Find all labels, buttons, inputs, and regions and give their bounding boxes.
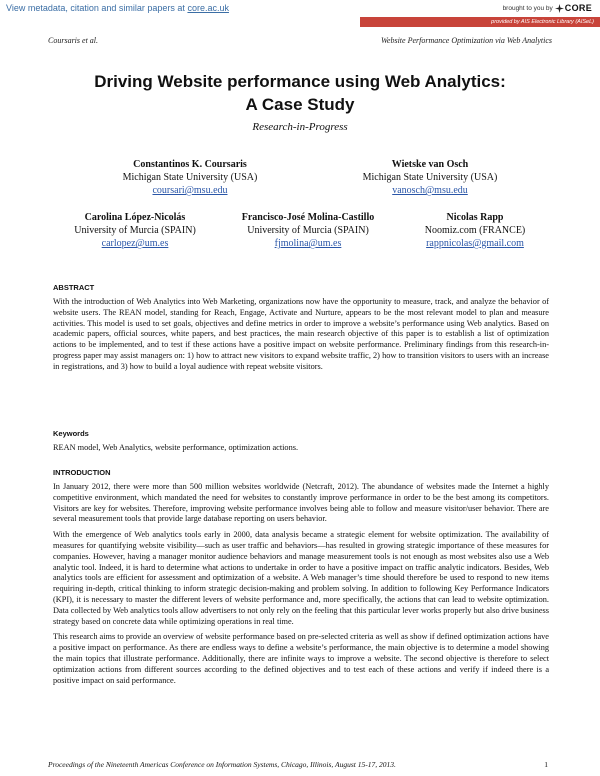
author-affiliation: University of Murcia (SPAIN) [74, 225, 196, 236]
abstract-heading: ABSTRACT [53, 283, 95, 292]
top-banner [0, 0, 600, 16]
paper-subtitle: Research-in-Progress [252, 121, 348, 133]
author-name: Nicolas Rapp [446, 212, 504, 223]
author-name: Wietske van Osch [391, 159, 469, 170]
keywords-section [53, 429, 549, 454]
author-name: Constantinos K. Coursaris [133, 159, 247, 170]
author-affiliation: Noomiz.com (FRANCE) [424, 225, 526, 236]
author-email-link[interactable]: vanosch@msu.edu [392, 185, 468, 196]
brought-text: brought to you by [502, 4, 553, 12]
core-label: CORE [564, 3, 592, 13]
keywords-heading: Keywords [53, 429, 89, 438]
author-affiliation: Michigan State University (USA) [122, 172, 258, 183]
author-name: Francisco-José Molina-Castillo [241, 212, 375, 223]
title-line-1: Driving Website performance using Web Analytics: [94, 72, 506, 91]
core-logo-icon [555, 4, 564, 13]
keywords-text: REAN model, Web Analytics, website performance, optimization actions. [53, 443, 299, 452]
introduction-heading: INTRODUCTION [53, 468, 111, 477]
author-block [218, 211, 398, 250]
author-block [320, 158, 540, 197]
introduction-paragraph: With the emergence of Web analytics tools early in 2000, data analysis became a strategic element for website optimization. The availability of measures for quantifying website visibility—such as user traffic and behaviors—has resulted in growing strategic importance of these measures for companies. However, having a manager monitor audience behaviors and manage measurement tools is not enough as most websites also use a Web analytic tool. Indeed, it is hard to determine what actions to undertake in order to have a positive impact on traffic analytic indicators. Besides, Web analytics tools are efficient for assessment and optimization of a website. A Web manager’s time should therefore be used to respond to new items requiring in-depth, critical thinking to inform strategic decision-making and problem solving. In addition to following Key Performance Indicators (KPI), it is necessary to master the different levers of website performance and, more specifically, the actions that can lead to website optimization. Data collected by Web analytics tools allow advertisers to not only rely on the feeling that this particular lever works properly but also drive business strategy based on concrete data while optimizing operations in real time. [53, 530, 549, 626]
core-logo[interactable] [555, 3, 592, 13]
author-email-link[interactable]: coursari@msu.edu [152, 185, 228, 196]
author-email-link[interactable]: rappnicolas@gmail.com [426, 238, 524, 249]
author-name: Carolina López-Nicolás [84, 212, 186, 223]
running-head-right: Website Performance Optimization via Web Analytics [380, 36, 552, 45]
introduction-paragraph: In January 2012, there were more than 500 million websites worldwide (Netcraft, 2012). The abundance of websites made the Internet a highly competitive environment, which mandated the need for websites to constantly improve performance in order to be the best among its competitors. Visitors are key for websites. Therefore, improving website performance involves being able to follow and measure visitor/user behavior. There are several measurement tools that provide large database reporting on users behavior. [53, 482, 549, 524]
paper-title [0, 70, 600, 116]
author-block [70, 158, 310, 197]
page-footer [48, 760, 548, 769]
introduction-section [53, 468, 549, 686]
page-number: 1 [544, 760, 548, 769]
author-affiliation: University of Murcia (SPAIN) [247, 225, 369, 236]
author-block [400, 211, 550, 250]
author-email-link[interactable]: fjmolina@um.es [274, 238, 342, 249]
introduction-paragraph: This research aims to provide an overview of website performance based on pre-selected criteria as well as show if defined optimization actions have a positive impact on performance. As there are endless ways to define a website’s performance, the main objective is to determine a model showing the main topics that illustrate performance. Additionally, there are infinite ways to improve a website. The second objective is therefore to select optimization actions from different sources according to the defined objectives and to test each of these actions and verify if indeed there is a positive impact on said performance. [53, 632, 549, 685]
metadata-link[interactable]: View metadata, citation and similar papers at core.ac.uk [6, 3, 229, 13]
title-line-2: A Case Study [245, 95, 355, 114]
brought-by[interactable] [503, 3, 592, 13]
author-email-link[interactable]: carlopez@um.es [101, 238, 169, 249]
footer-proceedings: Proceedings of the Nineteenth Americas Conference on Information Systems, [48, 760, 280, 769]
abstract-section [53, 283, 549, 373]
author-affiliation: Michigan State University (USA) [362, 172, 498, 183]
core-host-link[interactable]: core.ac.uk [187, 3, 229, 13]
author-block [55, 211, 215, 250]
abstract-text: With the introduction of Web Analytics into Web Marketing, organizations now have the opportunity to measure, track, and analyze the behavior of website users. The REAN model, standing for Reach, Engage, Activate and Nurture, appears to be the most relevant model to plan and measure activities. This model is used to set goals, objectives and define metrics in order to improve a website’s performance using Web analytics. Based on academic papers, official sources, white papers, and best practices, the main research objective of this paper is to establish a list of optimization actions to be implemented, and to test if these actions have a positive impact on website performance. Preliminary findings from this research-in-progress paper may assist managers on: 1) how to attract new visitors to expand website traffic, 2) how to transition visitors to users with an increase in registrations, and 3) how to build a loyal audience with repeat website visitors. [53, 297, 549, 371]
running-head-left: Coursaris et al. [48, 36, 99, 45]
footer-location: Chicago, Illinois, August 15-17, 2013. [279, 760, 396, 769]
provided-by-banner[interactable]: provided by AIS Electronic Library (AISeL) [360, 17, 600, 27]
